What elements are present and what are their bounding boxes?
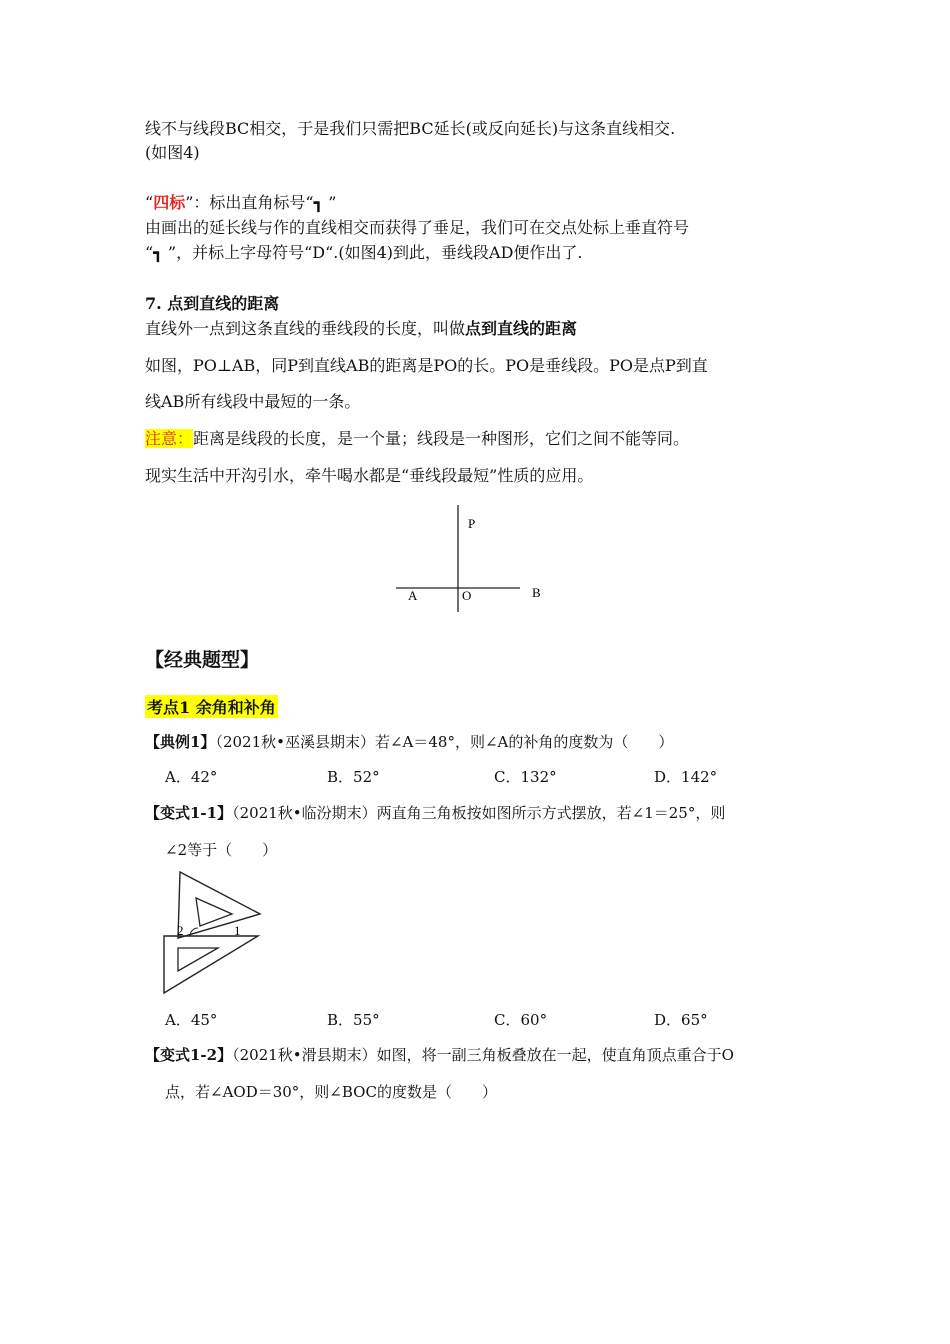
question-text: （2021秋•巫溪县期末）若∠A＝48°，则∠A的补角的度数为（ ） xyxy=(215,733,674,751)
question-3-continued: 点，若∠AOD＝30°，则∠BOC的度数是（ ） xyxy=(165,1083,497,1101)
definition-term: 点到直线的距离 xyxy=(465,319,578,338)
section-heading: 7. 点到直线的距离 xyxy=(145,294,280,313)
note-text: 距离是线段的长度，是一个量；线段是一种图形，它们之间不能等同。 xyxy=(193,429,690,448)
upper-triangle-outer xyxy=(178,872,260,938)
set-squares-figure xyxy=(150,868,265,998)
upper-triangle-inner xyxy=(196,898,232,926)
question-3 xyxy=(145,1045,734,1065)
paragraph-line: “┓ ”，并标上字母符号“D“.(如图4)到此，垂线段AD便作出了. xyxy=(145,243,583,262)
label-b: B xyxy=(532,585,541,600)
question-1 xyxy=(145,732,673,752)
step-four-heading xyxy=(145,192,336,214)
q1-option-b[interactable]: B．52° xyxy=(327,768,380,786)
paragraph-line: 现实生活中开沟引水，牵牛喝水都是“垂线段最短”性质的应用。 xyxy=(145,466,594,485)
question-2-continued: ∠2等于（ ） xyxy=(165,841,278,859)
question-tag: 【变式1-2】 xyxy=(145,1046,233,1064)
question-text: （2021秋•临汾期末）两直角三角板按如图所示方式摆放，若∠1＝25°，则 xyxy=(232,804,726,822)
q1-option-c[interactable]: C．132° xyxy=(494,768,557,786)
q2-option-a[interactable]: A．45° xyxy=(165,1011,218,1029)
paragraph-line: 如图，PO⊥AB，同P到直线AB的距离是PO的长。PO是垂线段。PO是点P到直 xyxy=(145,356,708,375)
q1-option-a[interactable]: A．42° xyxy=(165,768,218,786)
paragraph-line: (如图4) xyxy=(145,143,200,162)
topic-heading: 考点1 余角和补角 xyxy=(145,695,278,718)
question-2 xyxy=(145,803,725,823)
q2-option-d[interactable]: D．65° xyxy=(654,1011,708,1029)
label-a: A xyxy=(408,588,418,603)
paragraph-line: 由画出的延长线与作的直线相交而获得了垂足，我们可在交点处标上垂直符号 xyxy=(145,218,690,237)
lower-triangle-inner xyxy=(178,948,218,971)
paragraph-line: 线不与线段BC相交，于是我们只需把BC延长(或反向延长)与这条直线相交. xyxy=(145,119,676,138)
label-p: P xyxy=(468,516,476,531)
angle-label-1: 1 xyxy=(234,923,241,938)
note-line xyxy=(145,428,689,450)
question-text: （2021秋•滑县期末）如图，将一副三角板叠放在一起，使直角顶点重合于O xyxy=(232,1046,734,1064)
label-o: O xyxy=(462,588,472,603)
note-label: 注意： xyxy=(145,429,194,448)
step-four-text: ”：标出直角标号“┓ ” xyxy=(185,193,337,212)
perpendicular-figure xyxy=(390,500,550,615)
q1-option-d[interactable]: D．142° xyxy=(654,768,718,786)
section-heading-classic: 【经典题型】 xyxy=(145,649,260,671)
angle-label-2: 2 xyxy=(177,923,184,938)
question-tag: 【变式1-1】 xyxy=(145,804,233,822)
definition-text: 直线外一点到这条直线的垂线段的长度，叫做 xyxy=(145,319,466,338)
step-four-label: 四标 xyxy=(153,193,186,212)
q2-option-b[interactable]: B．55° xyxy=(327,1011,380,1029)
q2-option-c[interactable]: C．60° xyxy=(494,1011,548,1029)
quote-open: “ xyxy=(145,193,154,212)
question-tag: 【典例1】 xyxy=(145,733,216,751)
definition-line xyxy=(145,318,577,340)
paragraph-line: 线AB所有线段中最短的一条。 xyxy=(145,392,361,411)
